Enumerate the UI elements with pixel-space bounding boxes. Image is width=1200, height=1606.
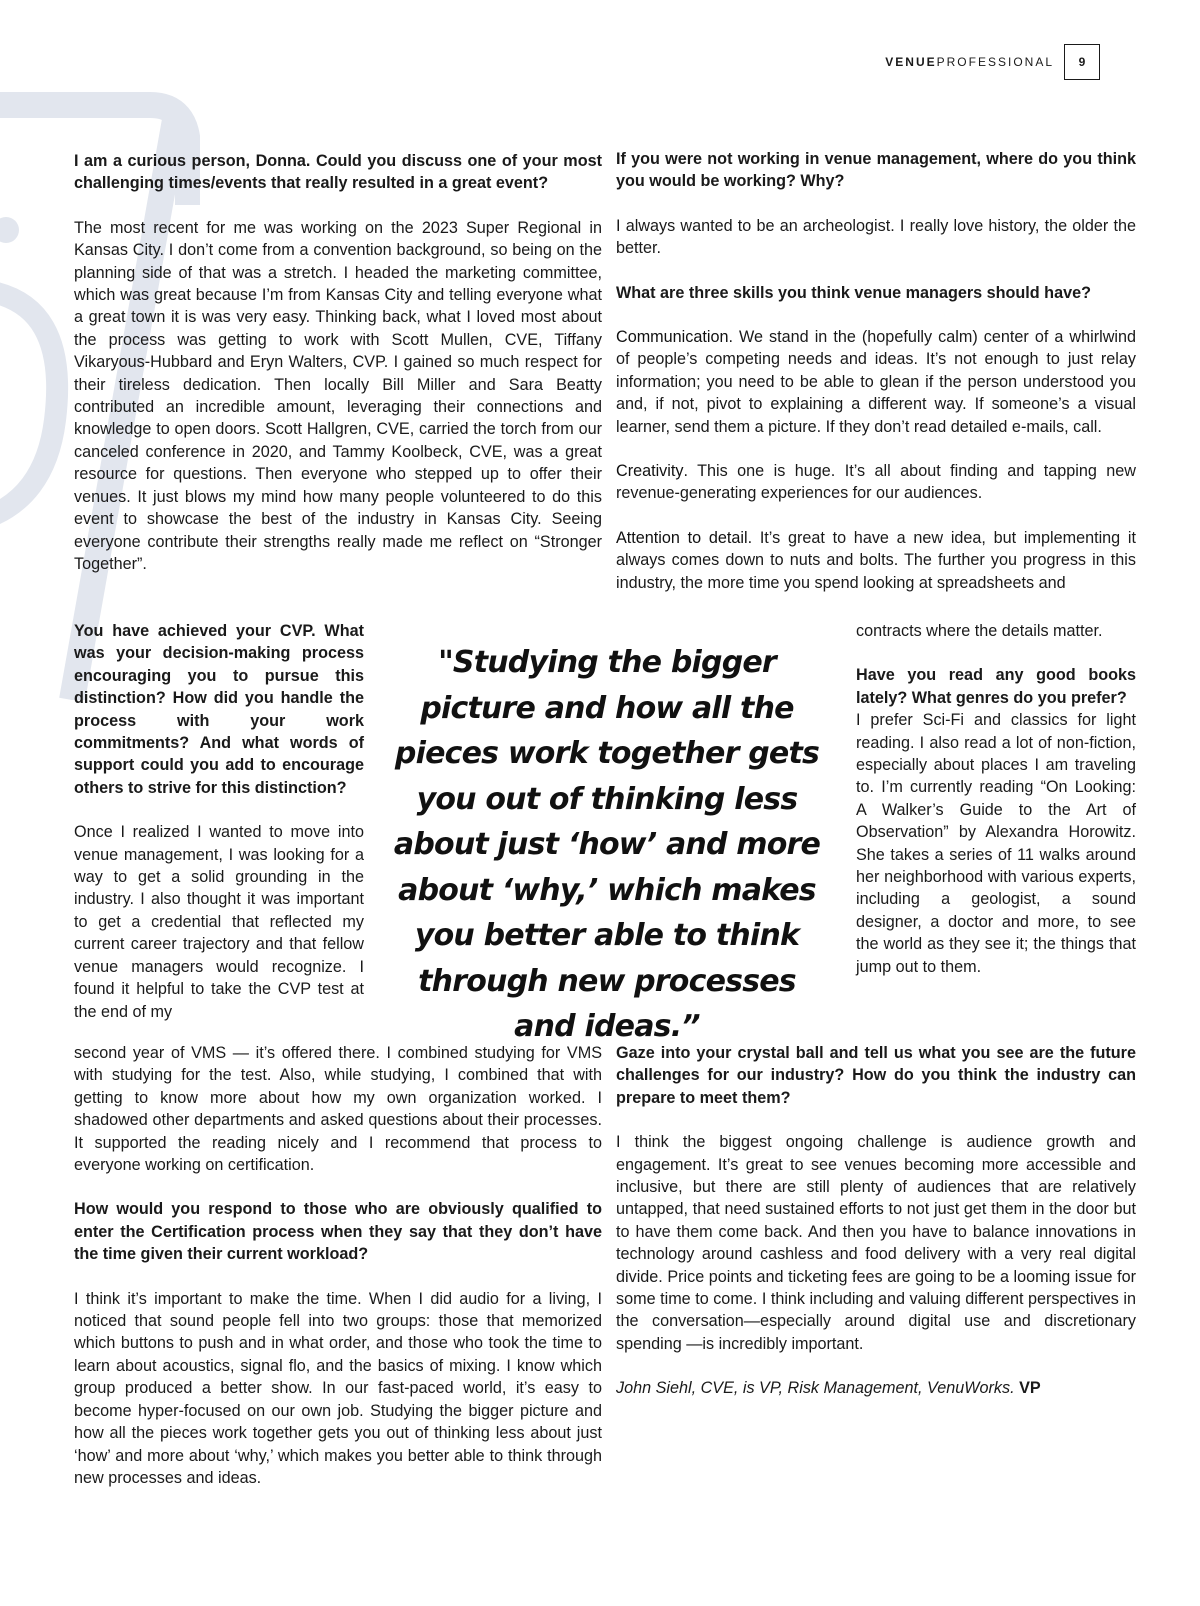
answer-workload: I think it’s important to make the time. When I did audio for a living, I noticed that sound people fell into two groups: those that memorized which buttons to push and in what order, and those who took the time to learn about acoustics, signal flo, and the basics of mixing. I know which group produced a better show. In our fast-paced world, it’s easy to become hyper-focused on our own job. Studying the bigger picture and how all the pieces work together gets you out of thinking less about just ‘how’ and more about ‘why,’ which makes you better able to think through new processes and ideas.	[74, 1289, 602, 1487]
question-cvp: You have achieved your CVP. What was your decision-making process encouraging you to pursue this distinction? How did you handle the process with your work commitments? And what words of support could you add to encourage others to strive for this distinction?	[74, 622, 364, 797]
brand-bold: VENUE	[885, 55, 937, 69]
skill-text-attention-part1: . It’s great to have a new idea, but implementing it always comes down to nuts and bolts. The further you progress in this industry, the more time you spend looking at spreadsheets and	[616, 528, 1137, 592]
skill-communication	[616, 326, 1136, 438]
question-books: Have you read any good books lately? What genres do you prefer?	[856, 666, 1136, 707]
skill-text-attention-part2: contracts where the details matter.	[856, 622, 1103, 640]
answer-cvp-part2: second year of VMS — it’s offered there. I combined studying for VMS with studying for the test. Also, while studying, I combined that with getting to know more about how my own organization worked. I shadowed other departments and asked questions about their processes. It supported the reading nicely and I recommend that process to everyone working on certification.	[74, 1044, 602, 1175]
question-future-challenges: Gaze into your crystal ball and tell us what you see are the future challenges for our industry? How do you think the industry can prepare to meet them?	[616, 1044, 1136, 1107]
end-mark: VP	[1019, 1379, 1041, 1398]
publication-name	[885, 55, 1054, 69]
question-workload: How would you respond to those who are obviously qualified to enter the Certification process when they say that they don’t have the time given their current workload?	[74, 1200, 602, 1264]
brand-light: PROFESSIONAL	[936, 55, 1054, 69]
skill-attention-detail	[616, 527, 1136, 594]
skill-text-creativity: . This one is huge. It’s all about finding and tapping new revenue-generating experiences for our audiences.	[616, 462, 1136, 503]
question-alternate-career: If you were not working in venue management, where do you think you would be working? Why?	[616, 150, 1136, 191]
answer-cvp-part1: Once I realized I wanted to move into venue management, I was looking for a way to get a solid grounding in the industry. I also thought it was important to get a credential that reflected my current career trajectory and that fellow venue managers would recognize. I found it helpful to take the CVP test at the end of my	[74, 823, 364, 1021]
right-column-bottom	[616, 1042, 1136, 1422]
left-column-top	[74, 150, 602, 597]
right-column-top	[616, 148, 1136, 594]
answer-books: I prefer Sci-Fi and classics for light reading. I also read a lot of non-fiction, especially about places I am traveling to. I’m currently reading “On Looking: A Walker’s Guide to the Art of Observation” by Alexandra Horowitz. She takes a series of 11 walks around her neighborhood with various experts, including a geologist, a sound designer, a doctor and more, to see the world as they see it; the things that jump out to them.	[856, 711, 1136, 976]
pull-quote: "Studying the bigger picture and how all the pieces work together gets you out of thinking less about just ‘how’ and more about ‘why,’ which makes you better able to think through new processes and ideas.”	[393, 645, 821, 1044]
answer-future-challenges: I think the biggest ongoing challenge is audience growth and engagement. It’s great to see venues becoming more accessible and inclusive, but there are still plenty of audiences that are relatively untapped, that need sustained efforts to not just get them in the door but to have them come back. And then you have to balance innovations in technology around cashless and food delivery with a very real digital divide. Price points and ticketing fees are going to be a looming issue for some time to come. I think including and valuing different perspectives in the conversation—especially around digital use and discretionary spending —is incredibly important.	[616, 1133, 1136, 1353]
question-three-skills: What are three skills you think venue managers should have?	[616, 283, 1091, 302]
question-challenging-event: I am a curious person, Donna. Could you discuss one of your most challenging times/events that really resulted in a great event?	[74, 152, 602, 193]
skill-name-communication: Communication	[616, 328, 729, 347]
left-column-bottom	[74, 1042, 602, 1511]
page-number: 9	[1064, 44, 1100, 80]
left-column-narrow	[74, 620, 364, 1023]
right-column-narrow	[856, 620, 1136, 1000]
skill-name-attention: Attention to detail	[616, 528, 748, 547]
answer-challenging-event: The most recent for me was working on the 2023 Super Regional in Kansas City. I don’t come from a convention background, so being on the planning side of that was a stretch. I headed the marketing committee, which was great because I’m from Kansas City and telling everyone what a great town it is was very easy. Thinking back, what I loved most about the process was getting to work with Scott Mullen, CVE, Tiffany Vikaryous-Hubbard and Eryn Walters, CVP. I gained so much respect for their tireless dedication. Then locally Bill Miller and Sara Beatty contributed an incredible amount, leveraging their connections and knowledge to open doors. Scott Hallgren, CVE, carried the torch from our canceled conference in 2020, and Tammy Koolbeck, CVE, was a great resource for questions. Then everyone who stepped up to offer their venues. It just blows my mind how many people volunteered to do this event to showcase the best of the industry in Kansas City. Seeing everyone contribute their strengths really made me reflect on “Stronger Together”.	[74, 218, 602, 573]
author-signature	[616, 1377, 1136, 1399]
skill-name-creativity: Creativity	[616, 462, 684, 481]
answer-alternate-career: I always wanted to be an archeologist. I really love history, the older the better.	[616, 216, 1136, 258]
skill-creativity	[616, 460, 1136, 505]
page-header	[885, 44, 1100, 80]
signature-text: John Siehl, CVE, is VP, Risk Management, VenuWorks.	[616, 1379, 1015, 1398]
skill-text-communication: . We stand in the (hopefully calm) center of a whirlwind of people’s competing needs and ideas. It’s not enough to just relay information; you need to be able to glean if the person understood you and, if not, pivot to explaining a different way. If someone’s a visual learner, send them a picture. If they don’t read detailed e-mails, call.	[616, 328, 1136, 436]
